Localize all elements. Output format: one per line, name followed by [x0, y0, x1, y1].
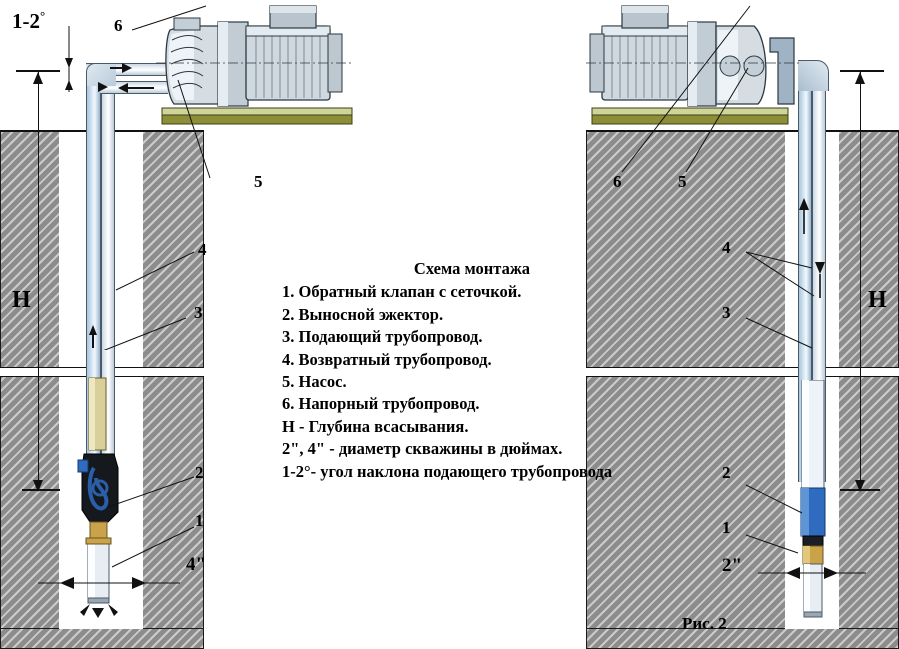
left-well-diameter-label: 4"	[186, 554, 207, 575]
right-callout-4: 4	[722, 238, 731, 257]
left-earth-bottom	[0, 628, 204, 649]
figure-caption: Рис. 2	[682, 614, 727, 633]
legend-item-angle: 1-2°- угол наклона подающего трубопровода	[282, 461, 613, 481]
left-depth-dimension-arrows	[30, 60, 48, 505]
legend-item-1: 1. Обратный клапан с сеточкой.	[282, 282, 522, 302]
legend-item-6: 6. Напорный трубопровод.	[282, 394, 480, 414]
right-callout-2: 2	[722, 463, 731, 482]
left-angle-degree: °	[40, 8, 46, 23]
left-callout-3: 3	[194, 303, 203, 322]
right-depth-bottom-tick	[840, 489, 880, 491]
legend-item-5: 5. Насос.	[282, 372, 347, 392]
legend-item-3: 3. Подающий трубопровод.	[282, 327, 483, 347]
left-callout-5: 5	[254, 172, 263, 191]
legend-title: Схема монтажа	[413, 259, 531, 278]
right-callout-5: 5	[678, 172, 687, 191]
right-callout-6: 6	[613, 172, 622, 191]
right-earth-bottom	[586, 628, 899, 649]
left-callout-2: 2	[195, 463, 204, 482]
legend-item-2: 2. Выносной эжектор.	[282, 304, 444, 324]
legend-item-diameter: 2", 4" - диаметр скважины в дюймах.	[282, 439, 563, 459]
right-depth-label: H	[868, 287, 887, 313]
legend-item-h: H - Глубина всасывания.	[282, 416, 469, 436]
left-callout-1: 1	[195, 511, 204, 530]
left-depth-bottom-tick	[22, 489, 60, 491]
legend-block	[282, 258, 632, 483]
left-callout-4: 4	[198, 240, 207, 259]
legend-item-4: 4. Возвратный трубопровод.	[282, 349, 492, 369]
left-depth-top-tick	[16, 70, 60, 72]
left-angle-label	[12, 8, 45, 34]
left-angle-value: 1-2	[12, 9, 40, 33]
right-callout-leaders-lower	[740, 455, 820, 575]
left-callout-6: 6	[114, 16, 123, 35]
left-angle-arrows	[56, 22, 82, 102]
right-callout-1: 1	[722, 518, 731, 537]
right-callout-3: 3	[722, 303, 731, 322]
right-well-diameter-label: 2"	[722, 555, 743, 576]
left-depth-label: H	[12, 287, 31, 313]
